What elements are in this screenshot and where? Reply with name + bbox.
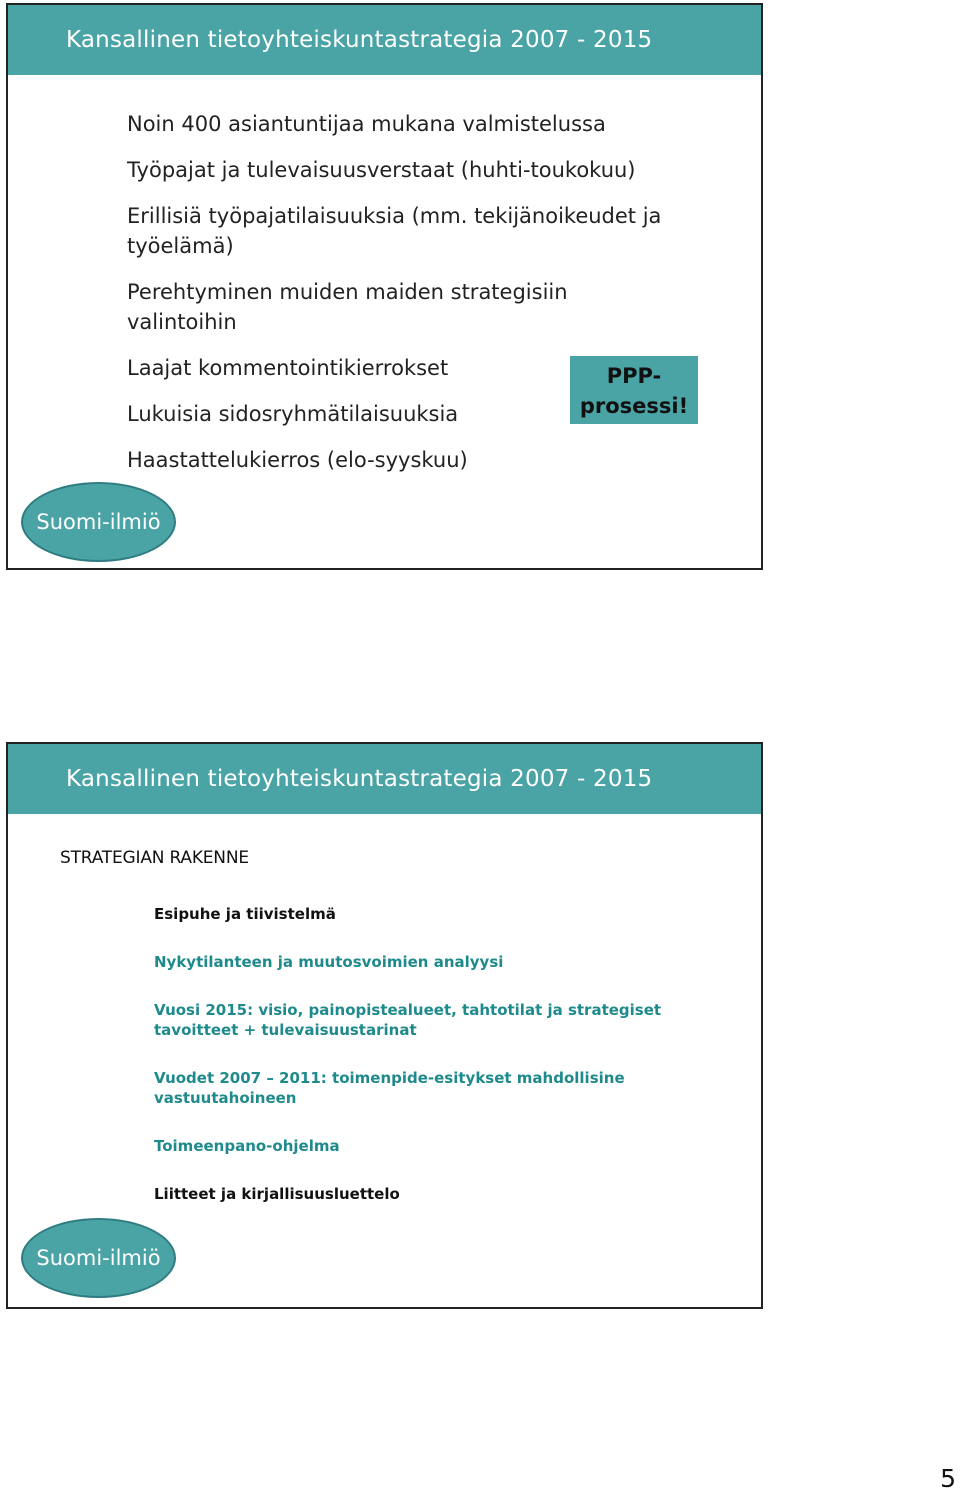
structure-item: Nykytilanteen ja muutosvoimien analyysi: [154, 953, 504, 971]
structure-item: Toimeenpano-ohjelma: [154, 1137, 340, 1155]
suomi-ilmio-badge: Suomi-ilmiö: [21, 482, 176, 562]
slide-2: [6, 742, 763, 1309]
bullet-item: Lukuisia sidosryhmätilaisuuksia: [127, 402, 459, 426]
bullet-item: Työpajat ja tulevaisuusverstaat (huhti-toukokuu): [127, 158, 636, 182]
slide-title: Kansallinen tietoyhteiskuntastrategia 2007 - 2015: [8, 744, 761, 814]
slide-1: [6, 3, 763, 570]
suomi-ilmio-badge: Suomi-ilmiö: [21, 1218, 176, 1298]
bullet-item: Perehtyminen muiden maiden strategisiin valintoihin: [127, 280, 568, 334]
slide-title: Kansallinen tietoyhteiskuntastrategia 2007 - 2015: [8, 5, 761, 75]
section-title: STRATEGIAN RAKENNE: [60, 848, 249, 868]
bullet-item: Haastattelukierros (elo-syyskuu): [127, 448, 468, 472]
page-number: 5: [940, 1464, 956, 1493]
structure-item: Esipuhe ja tiivistelmä: [154, 905, 336, 923]
structure-item: Liitteet ja kirjallisuusluettelo: [154, 1185, 400, 1203]
bullet-item: Noin 400 asiantuntijaa mukana valmistelussa: [127, 112, 606, 136]
bullet-item: Laajat kommentointikierrokset: [127, 356, 449, 380]
ppp-callout: PPP-prosessi!: [570, 356, 698, 424]
structure-item: Vuosi 2015: visio, painopistealueet, tahtotilat ja strategiset tavoitteet + tulevaisuustarinat: [154, 1001, 662, 1039]
bullet-list: [127, 109, 687, 491]
bullet-item: Erillisiä työpajatilaisuuksia (mm. tekijänoikeudet ja työelämä): [127, 204, 662, 258]
structure-list: [154, 904, 714, 1232]
structure-item: Vuodet 2007 – 2011: toimenpide-esitykset mahdollisine vastuutahoineen: [154, 1069, 625, 1107]
